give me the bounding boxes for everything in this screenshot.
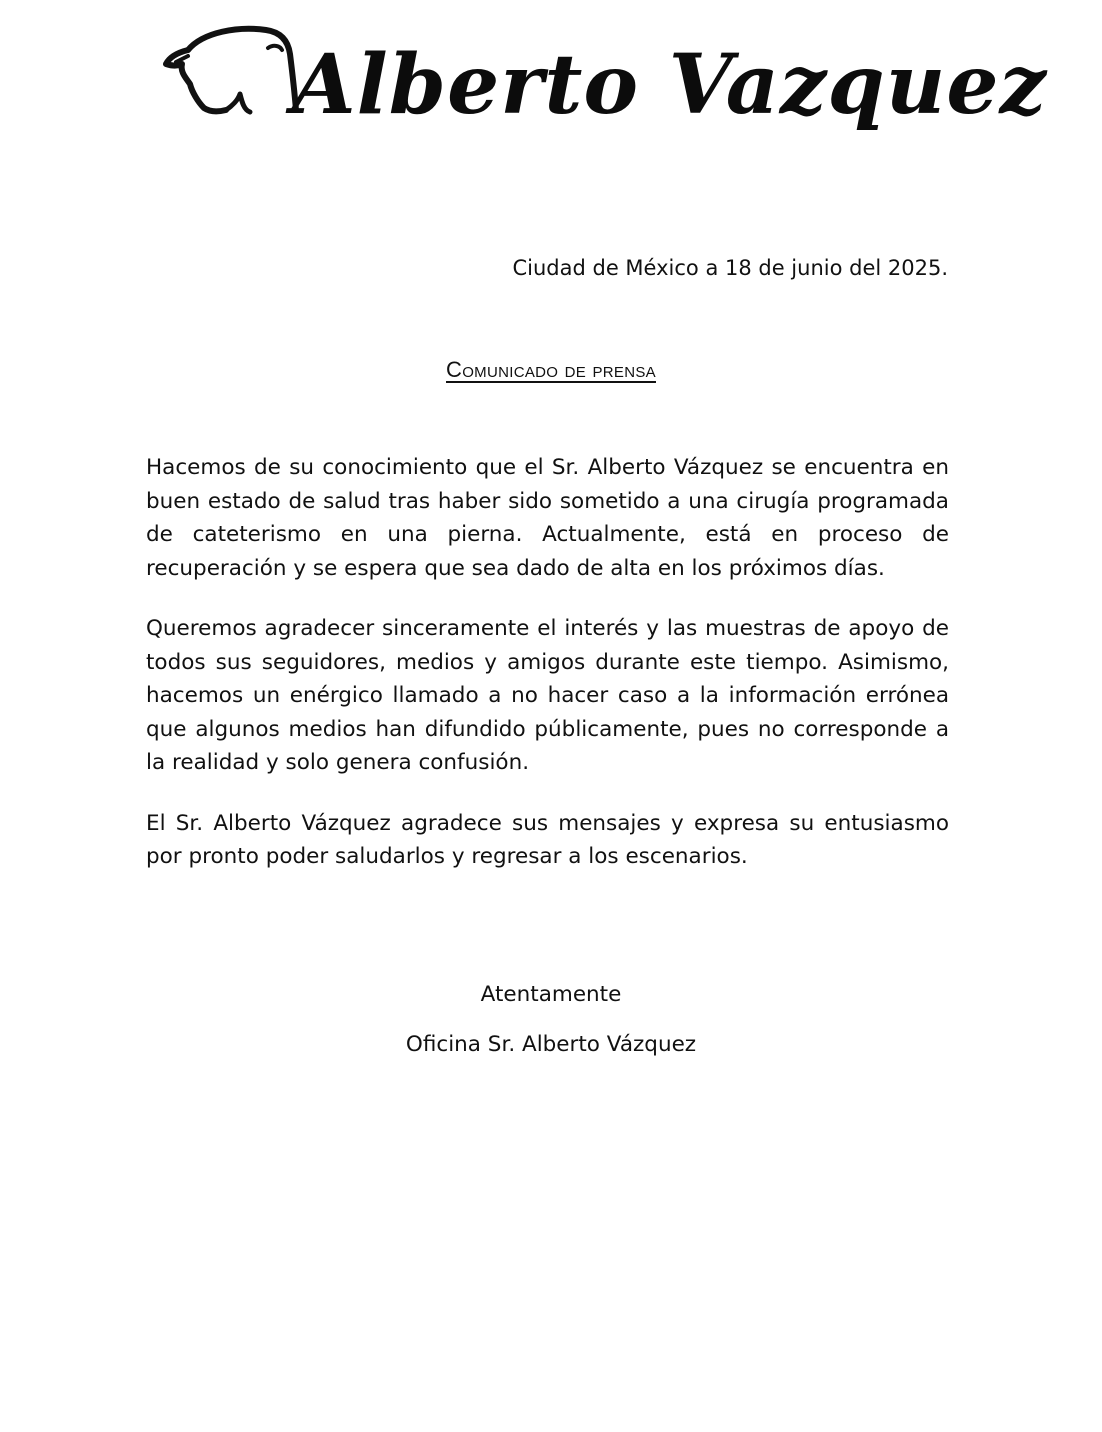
document-title: [0, 354, 1102, 386]
paragraph-2: Queremos agradecer sinceramente el interés y las muestras de apoyo de todos sus seguidores, medios y amigos durante este tiempo. Asimismo, hacemos un enérgico llamado a no hacer caso a la información errónea que algunos medios han difundido públicamente, pues no corresponde a la realidad y solo genera confusión.: [146, 616, 949, 775]
paragraph-3: El Sr. Alberto Vázquez agradece sus mensajes y expresa su entusiasmo por pronto poder saludarlos y regresar a los escenarios.: [146, 810, 949, 869]
body-text: [146, 451, 949, 901]
date-line: Ciudad de México a 18 de junio del 2025.: [512, 256, 948, 280]
closing-signature: Oficina Sr. Alberto Vázquez: [405, 1032, 697, 1057]
closing-salutation: Atentamente: [480, 982, 622, 1007]
paragraph-1: Hacemos de su conocimiento que el Sr. Alberto Vázquez se encuentra en buen estado de salud tras haber sido sometido a una cirugía programada de cateterismo en una pierna. Actualmente, está en proceso de recuperación y se espera que sea dado de alta en los próximos días.: [146, 455, 949, 581]
letterhead: [150, 14, 1048, 154]
closing-block: [0, 978, 1102, 1062]
document-title-text: Comunicado de prensa: [446, 357, 656, 382]
letterhead-name: Alberto Vazquez: [292, 37, 1048, 133]
bird-head-sketch-icon: [158, 20, 300, 130]
